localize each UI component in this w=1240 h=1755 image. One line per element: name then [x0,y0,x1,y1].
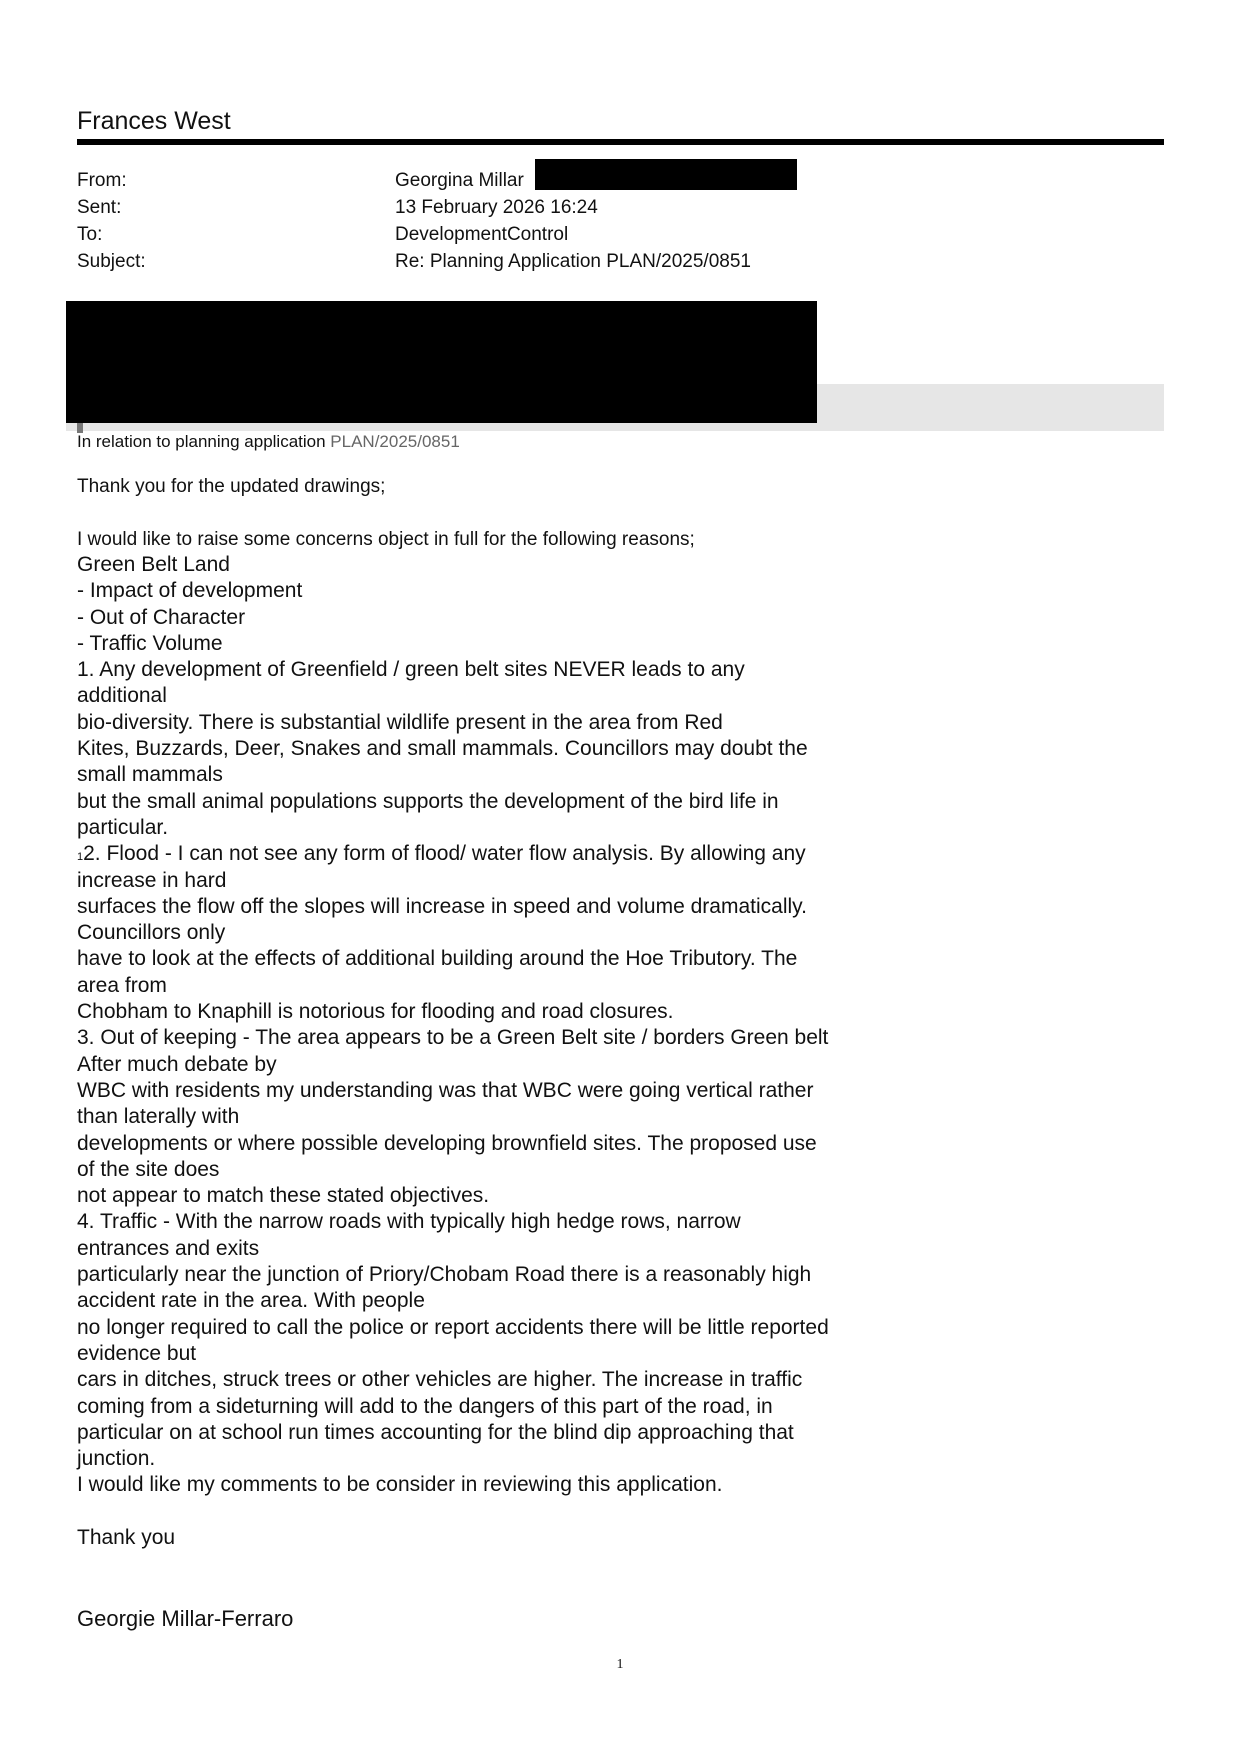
body-line: accident rate in the area. With people [77,1289,425,1313]
to-value: DevelopmentControl [395,224,569,245]
body-line: cars in ditches, struck trees or other vehicles are higher. The increase in traffic [77,1368,803,1392]
objection-body [77,552,937,1499]
body-line: but the small animal populations supports the development of the bird life in [77,789,779,813]
body-line: WBC with residents my understanding was that WBC were going vertical rather [77,1078,814,1102]
relation-prefix: In relation to planning application [77,432,331,451]
body-line: 1. Any development of Greenfield / green belt sites NEVER leads to any [77,658,745,682]
body-line: surfaces the flow off the slopes will increase in speed and volume dramatically. [77,894,807,918]
relation-reference: PLAN/2025/0851 [330,432,460,451]
body-line: developments or where possible developing brownfield sites. The proposed use [77,1131,817,1155]
body-line: junction. [77,1447,156,1471]
body-line: After much debate by [77,1052,277,1076]
body-line: 4. Traffic - With the narrow roads with typically high hedge rows, narrow [77,1210,741,1234]
raise-concerns-line: I would like to raise some concerns object in full for the following reasons; [77,529,695,550]
body-line: - Impact of development [77,579,303,603]
body-line: area from [77,973,167,997]
redaction-box-large [66,301,817,423]
header-rule [77,139,1164,145]
body-line: small mammals [77,763,223,787]
body-line: Chobham to Knaphill is notorious for flooding and road closures. [77,1000,674,1024]
body-line: no longer required to call the police or report accidents there will be little reported [77,1315,829,1339]
closing-thank-you: Thank you [77,1526,176,1549]
body-line: Green Belt Land [77,553,230,576]
body-line: I would like my comments to be consider in reviewing this application. [77,1473,723,1497]
subject-label: Subject: [77,251,146,272]
body-line: entrances and exits [77,1236,260,1260]
body-line: particularly near the junction of Priory/Chobam Road there is a reasonably high [77,1263,812,1287]
body-line: particular. [77,815,169,839]
from-value: Georgina Millar [395,170,524,191]
body-line: not appear to match these stated objectives. [77,1184,490,1208]
body-line: - Traffic Volume [77,631,223,655]
body-line: increase in hard [77,868,227,892]
to-label: To: [77,224,103,245]
body-line: Councillors only [77,921,226,945]
body-line: than laterally with [77,1105,240,1129]
mailbox-owner-name: Frances West [77,107,231,135]
body-line: particular on at school run times accounting for the blind dip approaching that [77,1420,794,1444]
body-line-flood [77,841,937,867]
body-line: 3. Out of keeping - The area appears to be a Green Belt site / borders Green belt [77,1026,829,1050]
body-line: bio-diversity. There is substantial wildlife present in the area from Red [77,710,723,734]
subject-value: Re: Planning Application PLAN/2025/0851 [395,251,751,272]
sent-value: 13 February 2026 16:24 [395,197,598,218]
body-line-text: 2. Flood - I can not see any form of flood/ water flow analysis. By allowing any [83,842,806,866]
body-line: coming from a sideturning will add to the dangers of this part of the road, in [77,1394,773,1418]
body-line: - Out of Character [77,605,246,629]
sent-label: Sent: [77,197,122,218]
body-line: of the site does [77,1157,220,1181]
footnote-mark: 1 [77,851,84,864]
signature-name: Georgie Millar-Ferraro [77,1606,294,1631]
body-line: Kites, Buzzards, Deer, Snakes and small mammals. Councillors may doubt the [77,737,808,761]
body-line: evidence but [77,1341,197,1365]
body-line: additional [77,684,167,708]
redaction-box-email-address [535,159,797,190]
thanks-line: Thank you for the updated drawings; [77,476,386,497]
body-line: have to look at the effects of additional building around the Hoe Tributory. The [77,947,798,971]
page-number: 1 [616,1657,624,1672]
relation-line [77,431,460,453]
from-label: From: [77,170,127,191]
